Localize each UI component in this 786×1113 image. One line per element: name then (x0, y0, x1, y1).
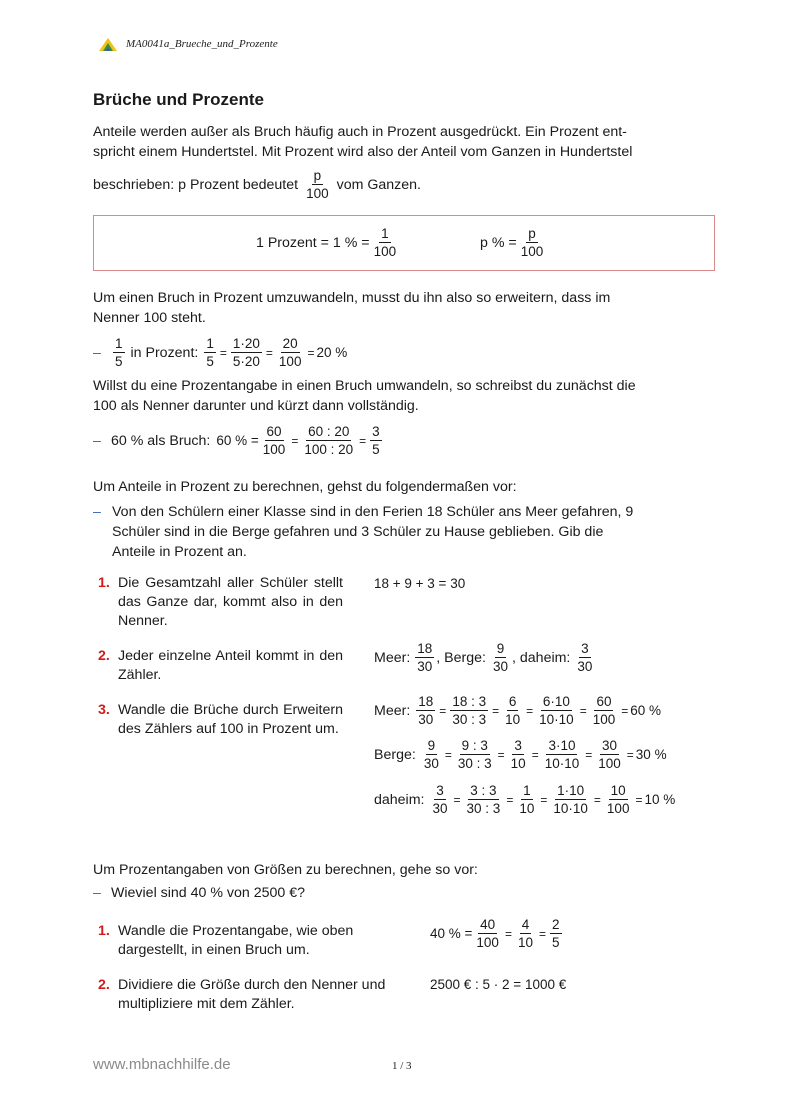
intro-line-3-post: vom Ganzen. (336, 176, 421, 193)
example-fraction-to-percent: – 1 5 in Prozent: $\frac{1}{5}$ = $\frac{1\cdot 20}{5\cdot 20}$ = $\frac{20}{100}$ = 20 % (93, 336, 348, 369)
intro-line-2: spricht einem Hundertstel. Mit Prozent wird also der Anteil vom Ganzen in Hundertstel (93, 144, 633, 160)
page-number: 1 / 3 (392, 1060, 412, 1072)
reverse-line-2: 100 als Nenner darunter und kürzt dann vollständig. (93, 398, 419, 414)
shares-step-2: 2. Jeder einzelne Anteil kommt in den Zähler. (98, 648, 343, 683)
footer-url: www.mbnachhilfe.de (93, 1056, 231, 1073)
convert-line-2: Nenner 100 steht. (93, 310, 206, 326)
reverse-line-1: Willst du eine Prozentangabe in einen Bruch umwandeln, so schreibst du zunächst die (93, 378, 636, 394)
total-sum: 18 + 9 + 3 = 30 (374, 576, 466, 591)
fraction-p-100: p 100 (306, 168, 329, 201)
calc-daheim: daheim: $\frac{3}{30}$ = $\frac{3 : 3}{30 : 3}$ = $\frac{1}{10}$ = $\frac{1\cdot 10}{10\cdot 10}$ = $\frac{10}{100}$ = 10 % (374, 783, 676, 816)
sizes-task: – Wieviel sind 40 % von 2500 €? (93, 885, 306, 901)
example-percent-to-fraction: – 60 % als Bruch: 60 % = $\frac{60}{100}$ = $\frac{60 : 20}{100 : 20}$ = $\frac{3}{5}$ (93, 424, 380, 457)
sizes-step-2: 2. Dividiere die Größe durch den Nenner und multipliziere mit dem Zähler. (98, 977, 386, 1012)
definition-right: p % = $\frac{p}{100}$ (480, 226, 544, 259)
sizes-calc-2: 2500 € : 5 · 2 = 1000 € (430, 977, 567, 992)
definition-left: 1 Prozent = 1 % = $\frac{1}{100}$ (256, 226, 397, 259)
fraction-1-100: $\frac{1}{100}$ (373, 226, 397, 259)
sizes-intro: Um Prozentangaben von Größen zu berechnen, gehe so vor: (93, 862, 478, 878)
intro-line-3-pre: beschrieben: p Prozent bedeutet (93, 176, 299, 193)
header (98, 36, 278, 52)
sizes-step-1: 1. Wandle die Prozentangabe, wie oben dargestellt, in einen Bruch um. (98, 923, 354, 958)
shares-task: – Von den Schülern einer Klasse sind in den Ferien 18 Schüler ans Meer gefahren, 9 Schüler sind in die Berge gefahren und 3 Schüler zu Hause geblieben. Gib die Anteile in Prozent an. (93, 502, 715, 562)
calc-berge: Berge: $\frac{9}{30}$ = $\frac{9 : 3}{30 : 3}$ = $\frac{3}{10}$ = $\frac{3\cdot 10}{10\cdot 10}$ = $\frac{30}{100}$ = 30 % (374, 738, 667, 771)
shares-intro: Um Anteile in Prozent zu berechnen, gehst du folgendermaßen vor: (93, 479, 517, 495)
page-title: Brüche und Prozente (93, 90, 264, 109)
shares-step-1: 1. Die Gesamtzahl aller Schüler stellt das Ganze dar, kommt also in den Nenner. (98, 575, 343, 629)
shares-task-line-1: Von den Schülern einer Klasse sind in den Ferien 18 Schüler ans Meer gefahren, 9 (112, 504, 634, 520)
shares-fractions: Meer: 18 30 , Berge: 9 30 , daheim: 3 30 (374, 641, 593, 674)
convert-line-1: Um einen Bruch in Prozent umzuwandeln, musst du ihn also so erweitern, dass im (93, 290, 611, 306)
calc-meer: Meer: $\frac{18}{30}$ = $\frac{18 : 3}{30 : 3}$ = $\frac{6}{10}$ = $\frac{6\cdot 10}{10\cdot 10}$ = $\frac{60}{100}$ = 60 % (374, 694, 662, 727)
intro-line-1: Anteile werden außer als Bruch häufig auch in Prozent ausgedrückt. Ein Prozent ent- (93, 124, 627, 140)
fraction-p-100-box: $\frac{p}{100}$ (520, 226, 544, 259)
logo-icon (98, 36, 118, 52)
intro-line-3 (93, 168, 421, 201)
shares-task-line-3: Anteile in Prozent an. (112, 544, 247, 560)
document-id: MA0041a_Brueche_und_Prozente (126, 38, 278, 50)
sizes-calc-1: 40 % = $\frac{40}{100}$ = $\frac{4}{10}$ = $\frac{2}{5}$ (430, 917, 560, 950)
definition-box (93, 215, 715, 271)
shares-step-3: 3. Wandle die Brüche durch Erweitern des Zählers auf 100 in Prozent um. (98, 702, 343, 737)
shares-task-line-2: Schüler sind in die Berge gefahren und 3 Schüler zu Hause geblieben. Gib die (112, 524, 604, 540)
